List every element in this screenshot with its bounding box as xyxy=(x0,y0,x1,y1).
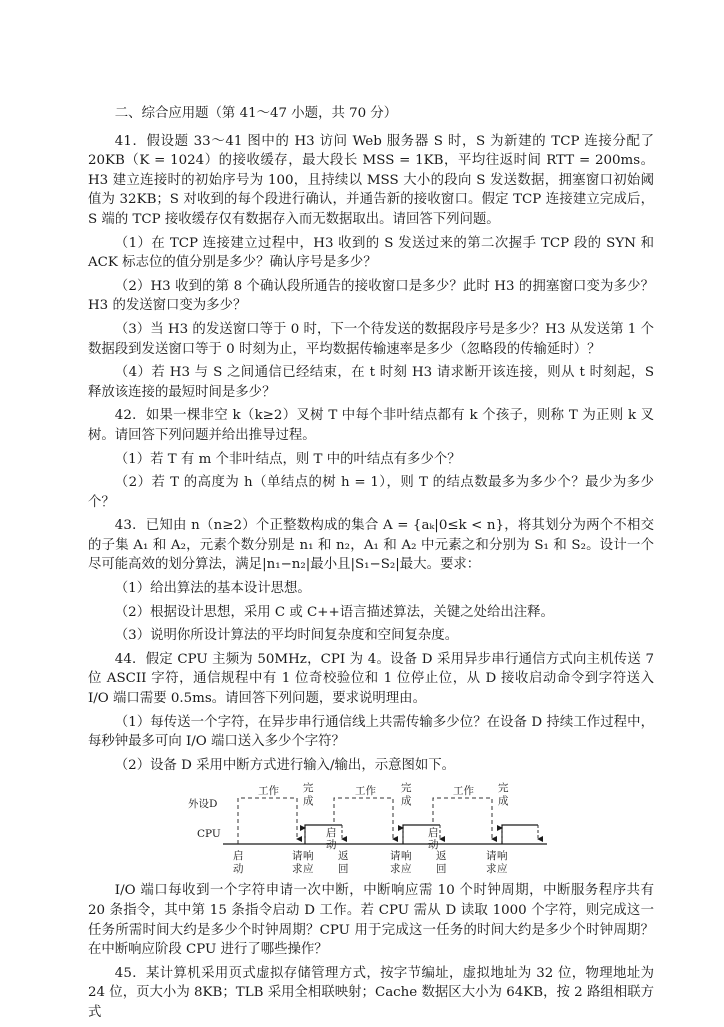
work-label: 工作 xyxy=(258,785,279,798)
q41-stem: 41．假设题 33～41 图中的 H3 访问 Web 服务器 S 时，S 为新建的 TCP 连接分配了 20KB（K = 1024）的接收缓存，最大段长 MSS = 1KB，平均往返时间 RTT = 200ms。H3 建立连接时的初始序号为 100，且持续以 MSS 大小的段向 S 发送数据，拥塞窗口初始阈值为 32KB；S 对收到的每个段进行确认，并通告新的接收窗口。假定 TCP 连接建立完成后，S 端的 TCP 接收缓存仅有数据存入而无数据取出。请回答下列问题。 xyxy=(88,133,654,227)
done-label: 完 xyxy=(401,782,412,795)
q42-sub2: （2）若 T 的高度为 h（单结点的树 h = 1），则 T 的结点数最多为多少个？最少为多少个？ xyxy=(88,475,654,510)
request-label: 请 xyxy=(486,850,497,863)
interrupt-timing-diagram xyxy=(170,779,560,877)
q45-stem: 45．某计算机采用页式虚拟存储管理方式，按字节编址，虚拟地址为 32 位，物理地址为 24 位，页大小为 8KB；TLB 采用全相联映射；Cache 数据区大小为 64KB，按 2 路组相联方式 xyxy=(88,965,654,1020)
q41-sub3: （3）当 H3 的发送窗口等于 0 时，下一个待发送的数据段序号是多少？H3 从发送第 1 个数据段到发送窗口等于 0 时刻为止，平均数据传输速率是多少（忽略段的传输延时）？ xyxy=(88,321,654,357)
start-label: 动 xyxy=(326,839,337,852)
q44-after-diagram: I/O 端口每收到一个字符申请一次中断，中断响应需 10 个时钟周期，中断服务程序共有 20 条指令，其中第 15 条指令启动 D 工作。若 CPU 需从 D 读取 1000 个字符，则完成这一任务所需时间大约是多少个时钟周期？CPU 用于完成这一任务的时间大约是多少个时钟周期？在中断响应阶段 CPU 进行了哪些操作？ xyxy=(88,883,654,958)
start-label: 动 xyxy=(428,839,439,852)
q43-stem: 43．已知由 n（n≥2）个正整数构成的集合 A = {aₖ|0≤k < n}，将其划分为两个不相交的子集 A₁ 和 A₂，元素个数分别是 n₁ 和 n₂，A₁ 和 A₂ 中元素之和分别为 S₁ 和 S₂。设计一个尽可能高效的划分算法，满足|n₁−n₂|最小且|S₁−S₂|最大。要求： xyxy=(88,518,654,573)
q44-stem: 44．假定 CPU 主频为 50MHz，CPI 为 4。设备 D 采用异步串行通信方式向主机传送 7 位 ASCII 字符，通信规程中有 1 位奇校验位和 1 位停止位，从 D 接收启动命令到字符送入 I/O 端口需要 0.5ms。请回答下列问题，要求说明理由。 xyxy=(88,651,654,707)
cpu-service-periods xyxy=(305,825,538,844)
q43-sub2: （2）根据设计思想，采用 C 或 C++语言描述算法，关键之处给出注释。 xyxy=(114,604,554,620)
device-work-periods xyxy=(238,798,492,844)
respond-label: 响 xyxy=(303,850,314,863)
start-label: 启 xyxy=(428,827,439,840)
start-label: 启 xyxy=(233,850,244,863)
done-label: 成 xyxy=(303,795,314,808)
q42-sub1: （1）若 T 有 m 个非叶结点，则 T 中的叶结点有多少个？ xyxy=(114,451,461,467)
q41-sub2: （2）H3 收到的第 8 个确认段所通告的接收窗口是多少？此时 H3 的拥塞窗口变为多少？H3 的发送窗口变为多少？ xyxy=(88,278,654,314)
q44-sub2: （2）设备 D 采用中断方式进行输入/输出，示意图如下。 xyxy=(114,757,456,773)
return-label: 返 xyxy=(436,850,447,863)
respond-label: 响 xyxy=(401,850,412,863)
done-label: 完 xyxy=(303,782,314,795)
request-label: 求 xyxy=(486,863,497,876)
start-label: 动 xyxy=(233,863,244,876)
section-title: 二、综合应用题（第 41～47 小题，共 70 分） xyxy=(114,106,398,121)
done-label: 成 xyxy=(401,795,412,808)
request-label: 请 xyxy=(292,850,303,863)
respond-label: 响 xyxy=(497,850,508,863)
q41-sub4: （4）若 H3 与 S 之间通信已经结束，在 t 时刻 H3 请求断开该连接，则从 t 时刻起，S 释放该连接的最短时间是多少？ xyxy=(88,365,654,400)
q44-sub1: （1）每传送一个字符，在异步串行通信线上共需传输多少位？在设备 D 持续工作过程中，每秒钟最多可向 I/O 端口送入多少个字符？ xyxy=(88,714,654,750)
respond-label: 应 xyxy=(303,863,314,876)
return-label: 回 xyxy=(338,863,349,876)
device-row-label: 外设D xyxy=(188,798,218,811)
request-label: 求 xyxy=(390,863,401,876)
work-label: 工作 xyxy=(355,785,376,798)
return-label: 回 xyxy=(436,863,447,876)
start-label: 启 xyxy=(326,827,337,840)
cpu-row-label: CPU xyxy=(197,828,221,841)
done-label: 完 xyxy=(498,782,509,795)
exam-page xyxy=(88,104,654,1027)
q43-sub3: （3）说明你所设计算法的平均时间复杂度和空间复杂度。 xyxy=(114,628,459,644)
request-label: 请 xyxy=(390,850,401,863)
request-label: 求 xyxy=(292,863,303,876)
q43-sub1: （1）给出算法的基本设计思想。 xyxy=(114,581,311,597)
q41-sub1: （1）在 TCP 连接建立过程中，H3 收到的 S 发送过来的第二次握手 TCP 段的 SYN 和 ACK 标志位的值分别是多少？确认序号是多少？ xyxy=(88,235,654,271)
respond-label: 应 xyxy=(401,863,412,876)
done-label: 成 xyxy=(498,795,509,808)
q42-stem: 42．如果一棵非空 k（k≥2）叉树 T 中每个非叶结点都有 k 个孩子，则称 T 为正则 k 叉树。请回答下列问题并给出推导过程。 xyxy=(88,408,654,443)
respond-label: 应 xyxy=(497,863,508,876)
return-label: 返 xyxy=(338,850,349,863)
work-label: 工作 xyxy=(453,785,474,798)
